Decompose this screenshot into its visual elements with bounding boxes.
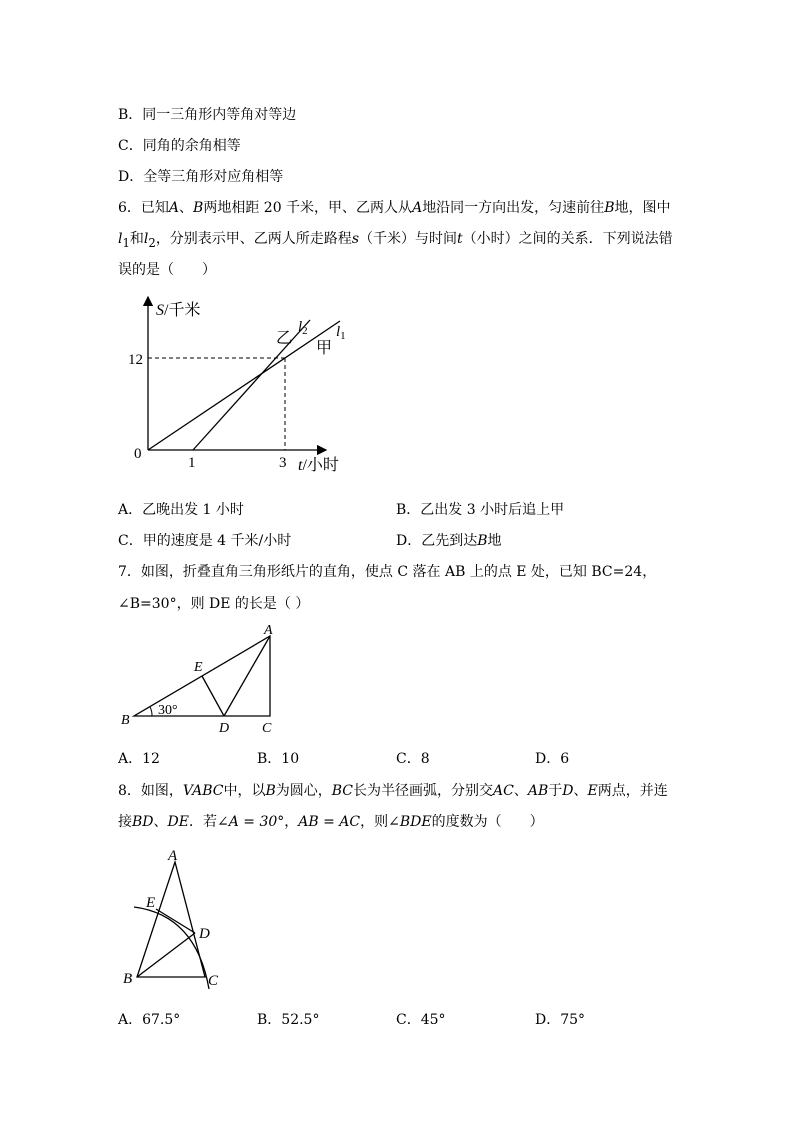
q7-option-c: C．8 <box>396 751 430 767</box>
label-b: B <box>123 971 133 987</box>
y-axis-label: S/千米 <box>156 302 201 319</box>
q6-graph <box>120 292 380 477</box>
q8-option-b: B．52.5° <box>257 1012 320 1028</box>
tick-x-1: 1 <box>188 455 196 471</box>
line-l1-jia <box>148 321 340 450</box>
tick-x-3: 3 <box>279 455 287 471</box>
q7-line-1: 7．如图，折叠直角三角形纸片的直角，使点 C 落在 AB 上的点 E 处，已知 BC=24， <box>118 564 657 580</box>
prev-option-b: B．同一三角形内等角对等边 <box>118 107 297 123</box>
q7-line-2: ∠B=30°，则 DE 的长是（ ） <box>118 596 310 612</box>
prev-option-c: C．同角的余角相等 <box>118 138 241 154</box>
label-d: D <box>219 721 230 736</box>
segment-ad <box>224 636 270 716</box>
q8-figure <box>115 842 230 992</box>
q7-option-a: A．12 <box>118 751 160 767</box>
q6-line-3: 误的是（ ） <box>118 262 216 278</box>
label-c: C <box>262 721 272 736</box>
tick-y-12: 12 <box>128 352 143 368</box>
prev-option-d: D．全等三角形对应角相等 <box>118 169 284 185</box>
origin-label: 0 <box>134 446 142 462</box>
triangle-abc <box>137 862 205 977</box>
label-e: E <box>194 660 203 675</box>
q7-option-d: D．6 <box>535 751 570 767</box>
label-c: C <box>208 973 219 989</box>
q6-option-d: D．乙先到达B地 <box>396 533 502 549</box>
q7-figure <box>115 620 285 738</box>
angle-arc-b <box>150 707 152 716</box>
label-l2: $l_2$ <box>298 319 308 337</box>
label-angle-30: 30° <box>158 703 178 718</box>
q6-option-c: C．甲的速度是 4 千米/小时 <box>118 533 292 549</box>
label-a: A <box>264 623 273 638</box>
q6-option-b: B．乙出发 3 小时后追上甲 <box>396 502 565 518</box>
segment-de <box>156 909 195 933</box>
q6-line-2: $l_1$和$l_2$，分别表示甲、乙两人所走路程s（千米）与时间t（小时）之间的关系．下列说法错 <box>118 231 673 250</box>
label-b: B <box>121 713 130 728</box>
q8-line-2: 接BD、DE．若∠A = 30°，AB = AC，则∠BDE的度数为（ ） <box>118 814 544 830</box>
q8-option-c: C．45° <box>396 1012 446 1028</box>
q6-option-a: A．乙晚出发 1 小时 <box>118 502 244 518</box>
x-axis-label: t/小时 <box>298 457 339 474</box>
label-a: A <box>168 848 178 864</box>
q8-option-d: D．75° <box>535 1012 586 1028</box>
label-yi: 乙 <box>276 330 293 347</box>
line-l2-yi <box>193 320 310 450</box>
q8-option-a: A．67.5° <box>118 1012 181 1028</box>
segment-bd <box>137 933 195 977</box>
q7-option-b: B．10 <box>257 751 300 767</box>
segment-de <box>202 676 224 716</box>
label-l1: $l_1$ <box>336 324 346 342</box>
label-e: E <box>146 895 156 911</box>
label-jia: 甲 <box>316 340 333 357</box>
q6-line-1: 6．已知A、B两地相距 20 千米，甲、乙两人从A地沿同一方向出发，匀速前往B地，图中 <box>118 200 671 216</box>
label-d: D <box>199 926 210 942</box>
q8-line-1: 8．如图，VABC中，以B为圆心，BC长为半径画弧，分别交AC、AB于D、E两点，并连 <box>118 783 668 799</box>
